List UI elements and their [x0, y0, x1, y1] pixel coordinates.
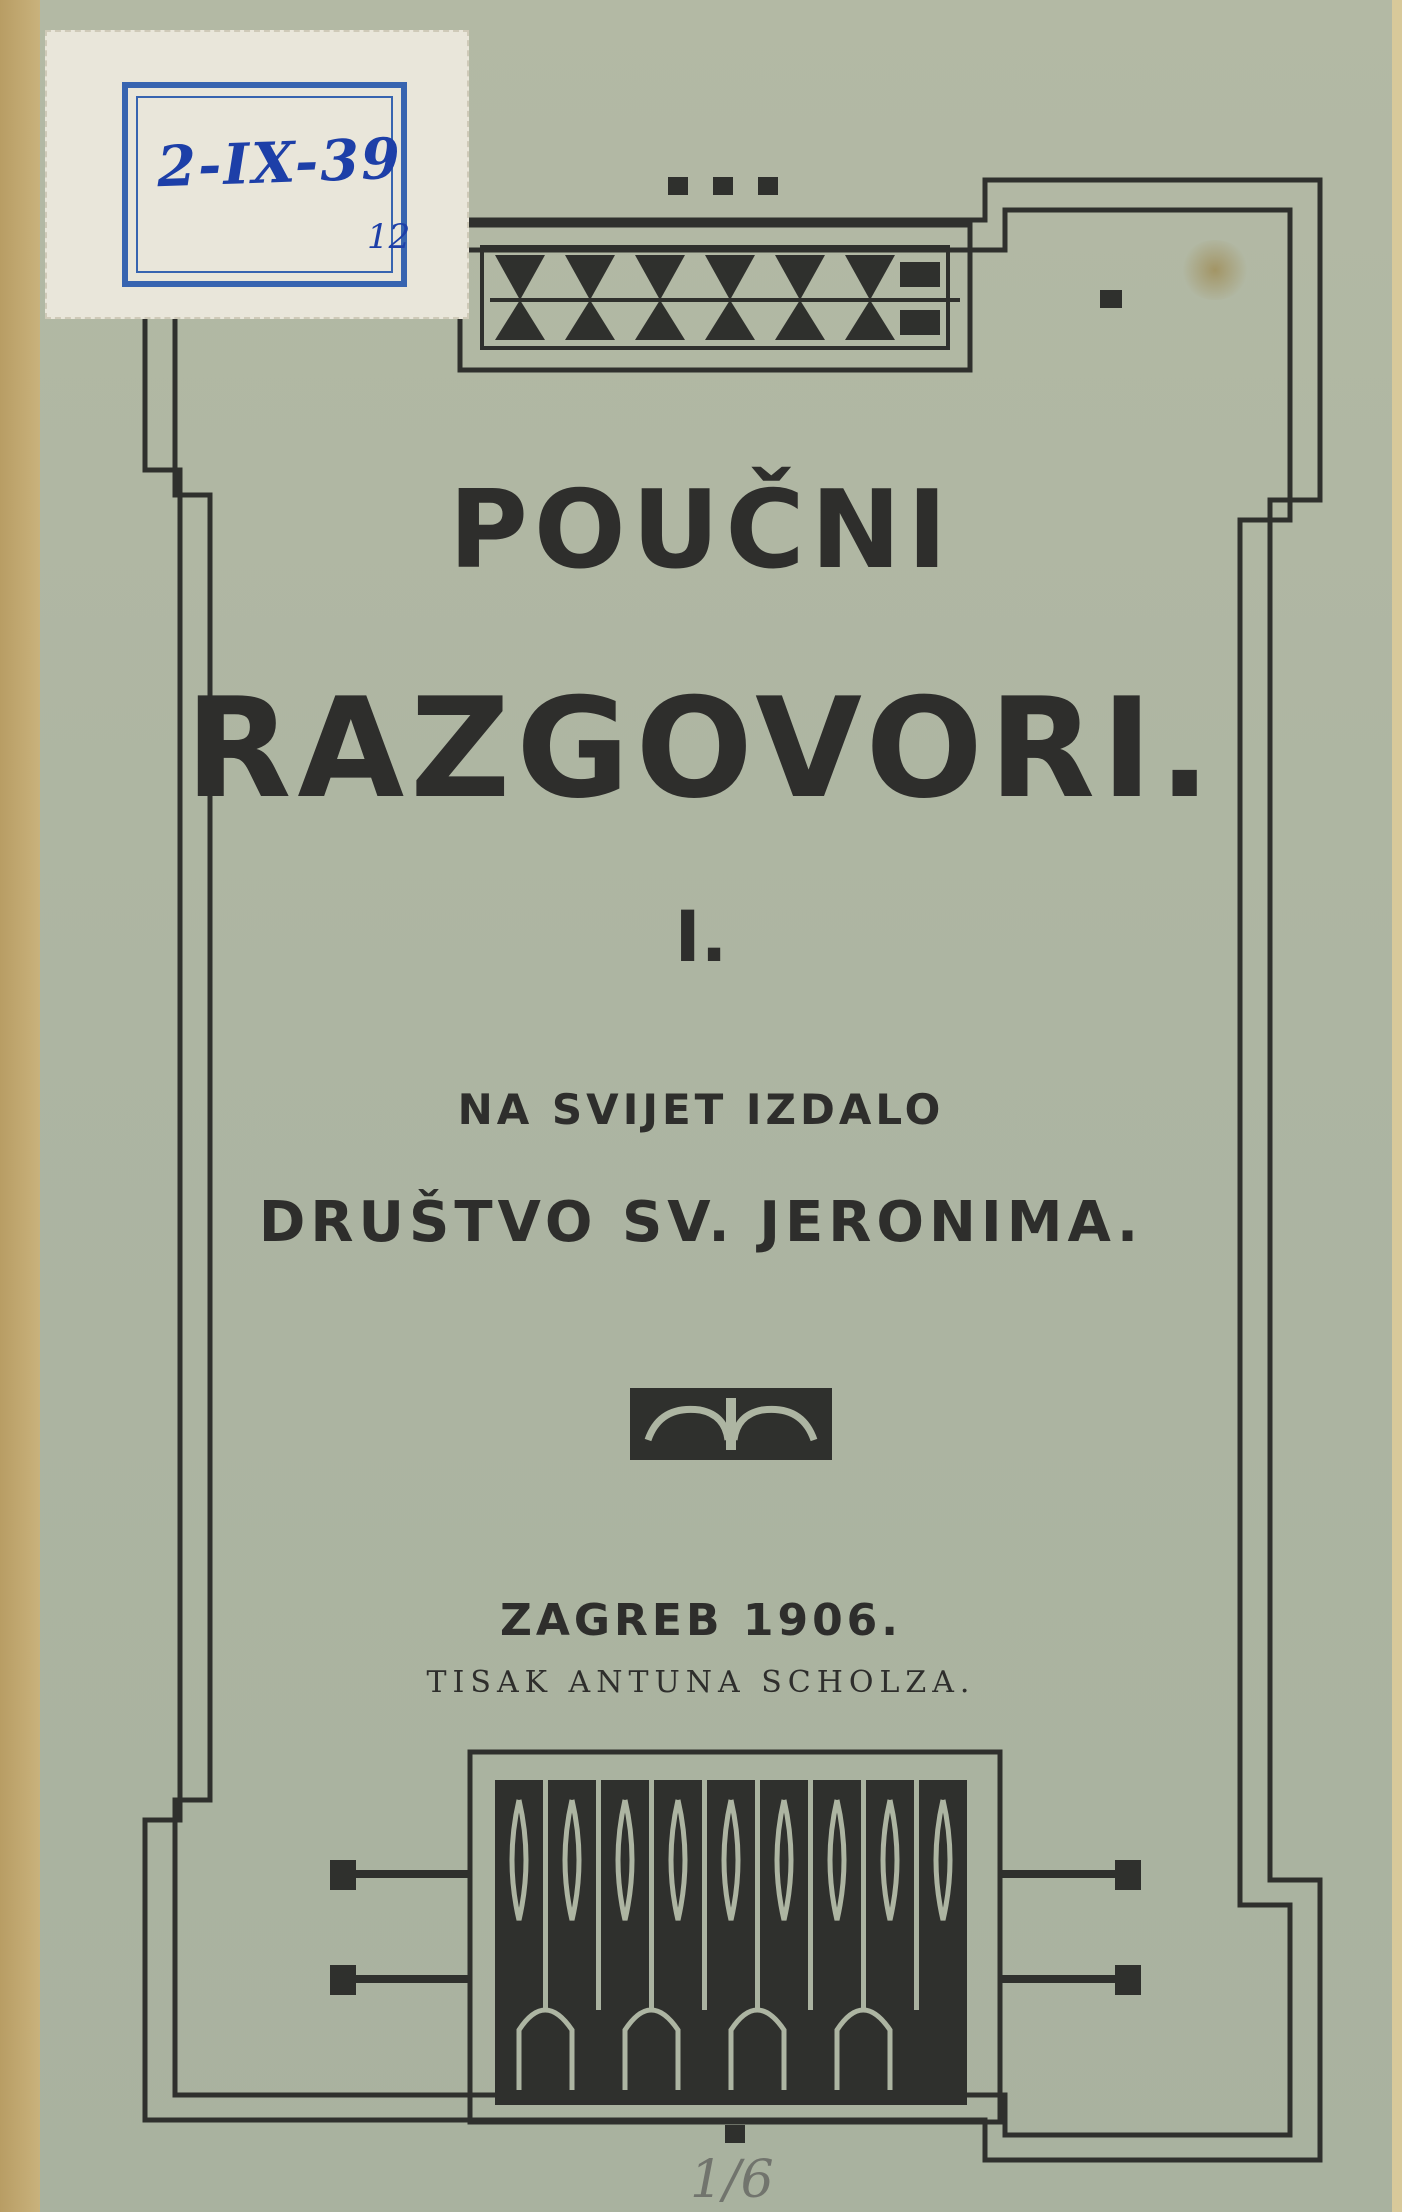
ornament-square [1100, 290, 1122, 308]
bottom-ornament [330, 1752, 1141, 2143]
title-line-1: POUČNI [448, 468, 954, 593]
publisher-line-2: DRUŠTVO SV. JERONIMA. [258, 1190, 1144, 1255]
publisher-line-1: NA SVIJET IZDALO [457, 1085, 945, 1134]
printer: TISAK ANTUNA SCHOLZA. [426, 1665, 976, 1700]
stamp-date: 2-IX-39 [155, 125, 404, 201]
volume-number: I. [674, 896, 728, 978]
stamp-number: 12 [367, 217, 411, 257]
title-line-2: RAZGOVORI. [185, 668, 1217, 829]
library-stamp [45, 30, 469, 319]
ornament-square [668, 177, 688, 195]
place-year: ZAGREB 1906. [499, 1595, 903, 1646]
middle-ornament [630, 1388, 832, 1460]
ornament-square [713, 177, 733, 195]
ornament-square [758, 177, 778, 195]
handwritten-note: 1/6 [690, 2150, 774, 2210]
top-ornament-band [460, 225, 970, 370]
